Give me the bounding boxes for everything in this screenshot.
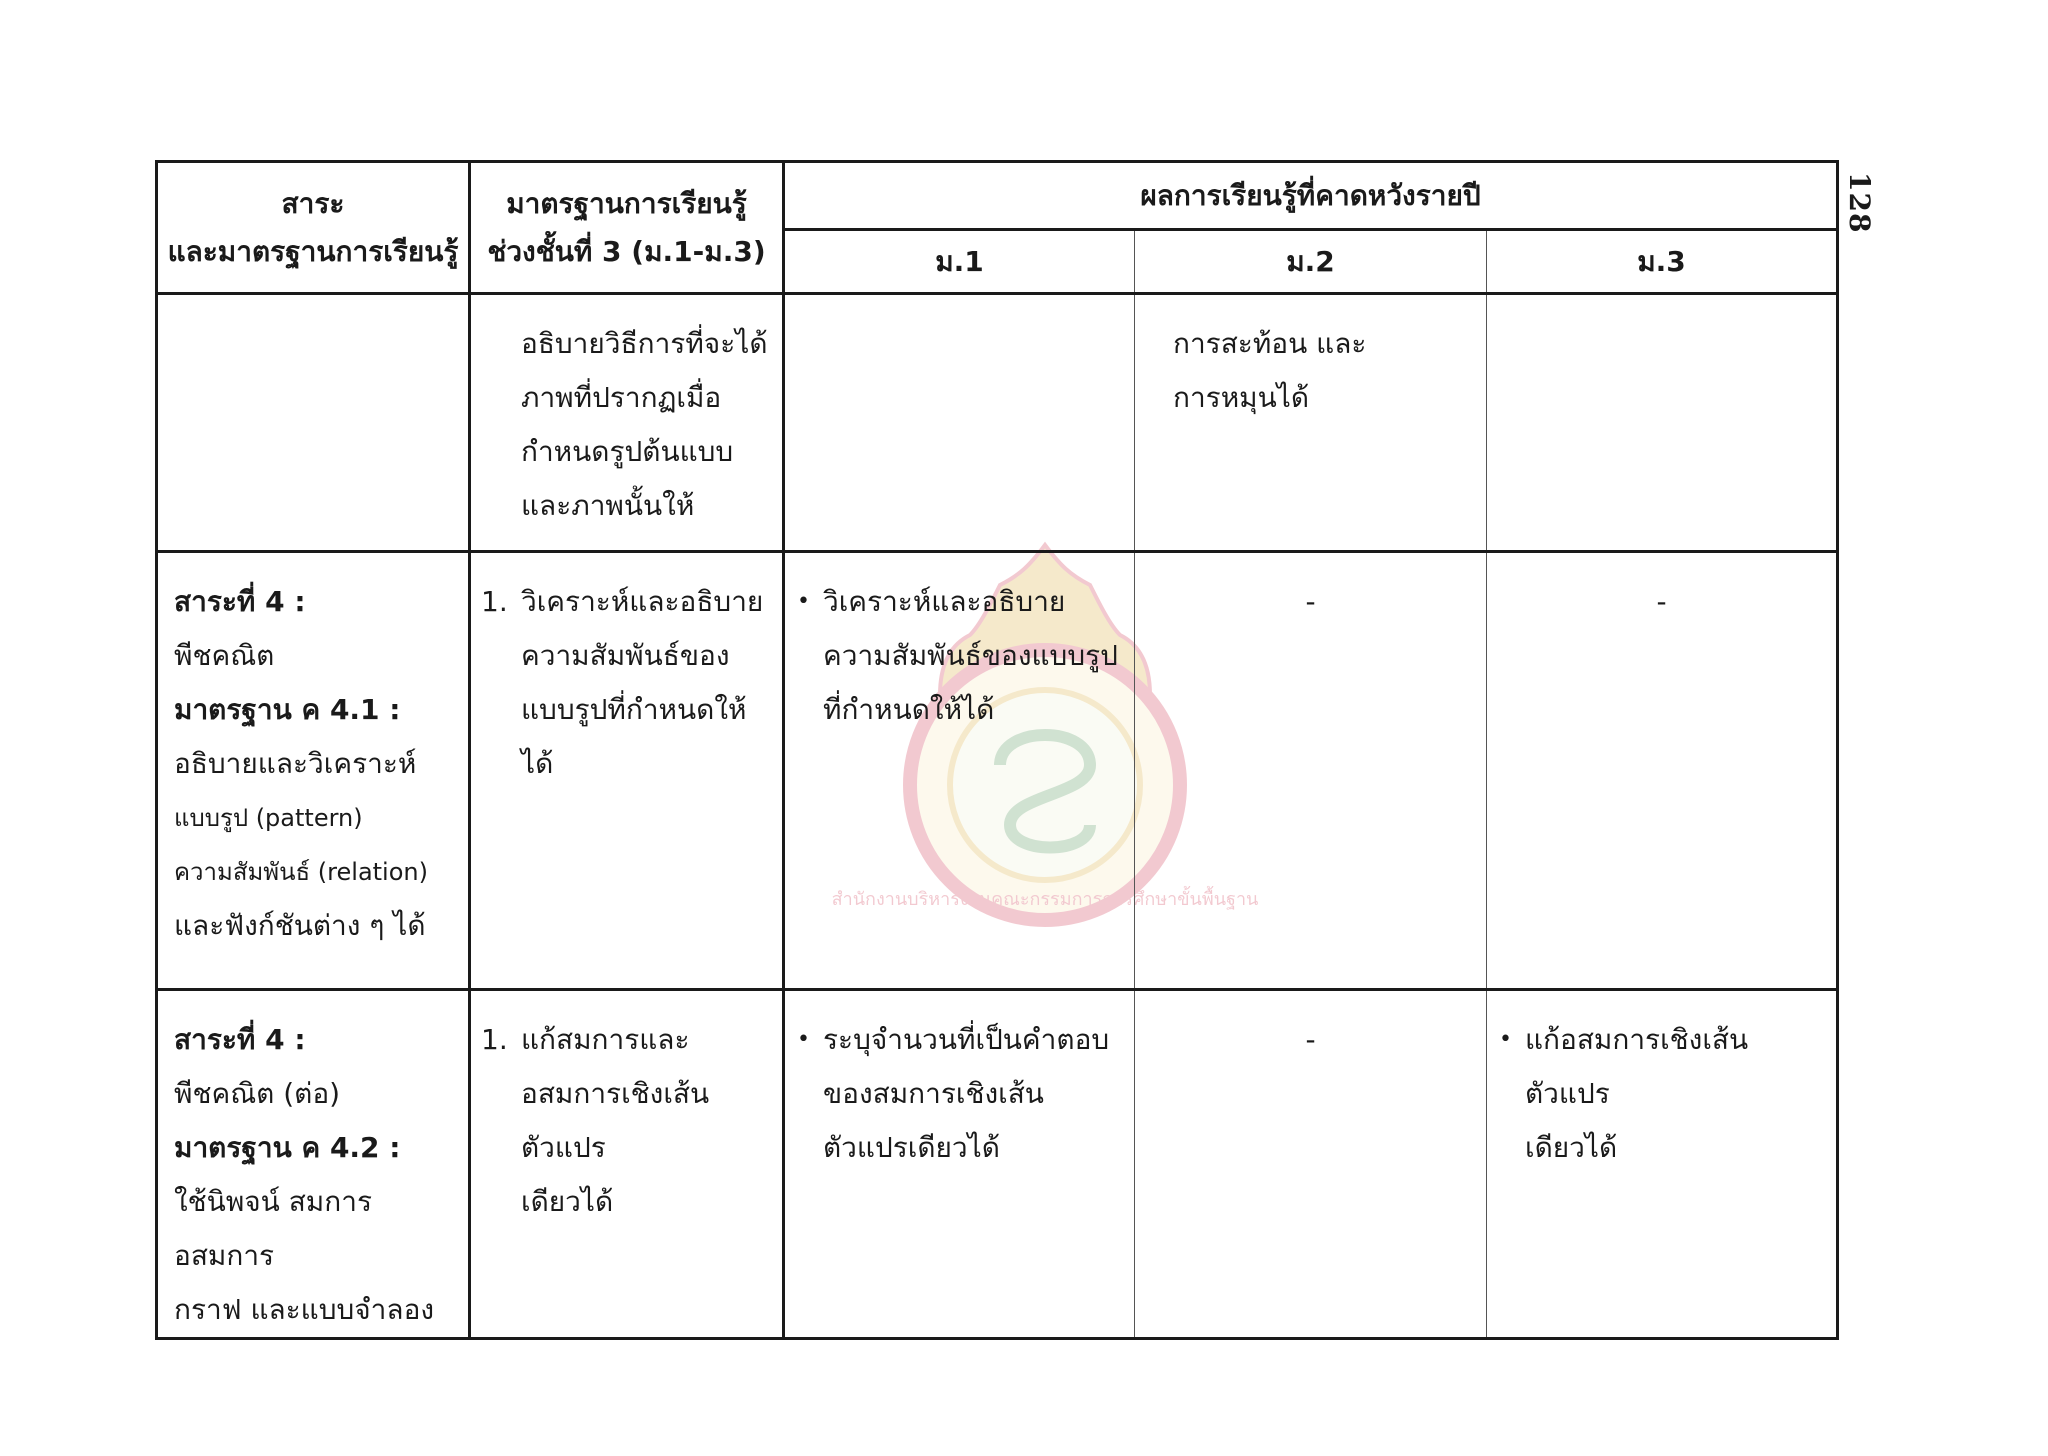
grade-m1-cell: • ระบุจำนวนที่เป็นคำตอบ ของสมการเชิงเส้น ตัวแปรเดียวได้ <box>784 990 1135 1339</box>
standard-cell: 1. วิเคราะห์และอธิบาย ความสัมพันธ์ของ แบบรูปที่กำหนดให้ ได้ <box>470 552 784 990</box>
empty-dash: - <box>1305 1023 1316 1056</box>
curriculum-table <box>155 160 1839 1340</box>
standard-cell: อธิบายวิธีการที่จะได้ ภาพที่ปรากฏเมื่อ กำหนดรูปต้นแบบ และภาพนั้นให้ <box>470 294 784 552</box>
empty-dash: - <box>1305 585 1316 618</box>
strand-cell: สาระที่ 4 : พีชคณิต (ต่อ) มาตรฐาน ค 4.2 : ใช้นิพจน์ สมการ อสมการ กราฟ และแบบจำลอง <box>157 990 470 1339</box>
grade-m1-cell <box>784 294 1135 552</box>
watermark-arc-text: สำนักงานบริหารงานคณะกรรมการการศึกษาขั้นพื้นฐาน <box>831 889 1259 910</box>
grade-m3-cell: • แก้อสมการเชิงเส้นตัวแปร เดียวได้ <box>1487 990 1838 1339</box>
header-standard: มาตรฐานการเรียนรู้ ช่วงชั้นที่ 3 (ม.1-ม.3) <box>470 162 784 294</box>
header-grade-m3: ม.3 <box>1487 230 1838 294</box>
grade-m1-cell: • วิเคราะห์และอธิบาย ความสัมพันธ์ของแบบรูป ที่กำหนดให้ได้ <box>784 552 1135 990</box>
grade-m2-cell <box>1135 552 1487 990</box>
header-grade-m2: ม.2 <box>1135 230 1487 294</box>
item-number: 1. <box>481 1023 508 1056</box>
strand-cell: สาระที่ 4 : พีชคณิต มาตรฐาน ค 4.1 : อธิบายและวิเคราะห์ แบบรูป (pattern) ความสัมพันธ์ (relation) และฟังก์ชันต่าง ๆ ได้ <box>157 552 470 990</box>
grade-m3-cell <box>1487 552 1838 990</box>
page-number: 128 <box>1843 172 1876 234</box>
item-number: 1. <box>481 585 508 618</box>
header-grade-m1: ม.1 <box>784 230 1135 294</box>
bullet-icon: • <box>1499 1027 1512 1052</box>
strand-name: พีชคณิต (ต่อ) <box>174 1077 341 1110</box>
header-strand: สาระ และมาตรฐานการเรียนรู้ <box>157 162 470 294</box>
table-row <box>157 552 1838 990</box>
bullet-icon: • <box>797 589 810 614</box>
table-row <box>157 990 1838 1339</box>
standard-code: มาตรฐาน ค 4.1 : <box>174 693 401 726</box>
table-row <box>157 294 1838 552</box>
standard-code: มาตรฐาน ค 4.2 : <box>174 1131 401 1164</box>
empty-dash: - <box>1656 585 1667 618</box>
standard-cell: 1. แก้สมการและ อสมการเชิงเส้นตัวแปร เดียวได้ <box>470 990 784 1339</box>
strand-cell <box>157 294 470 552</box>
header-expected-outcomes: ผลการเรียนรู้ที่คาดหวังรายปี <box>784 162 1838 230</box>
strand-title: สาระที่ 4 : <box>174 1023 306 1056</box>
bullet-icon: • <box>797 1027 810 1052</box>
strand-title: สาระที่ 4 : <box>174 585 306 618</box>
grade-m3-cell <box>1487 294 1838 552</box>
grade-m2-cell <box>1135 990 1487 1339</box>
strand-name: พีชคณิต <box>174 639 275 672</box>
grade-m2-cell: การสะท้อน และ การหมุนได้ <box>1135 294 1487 552</box>
